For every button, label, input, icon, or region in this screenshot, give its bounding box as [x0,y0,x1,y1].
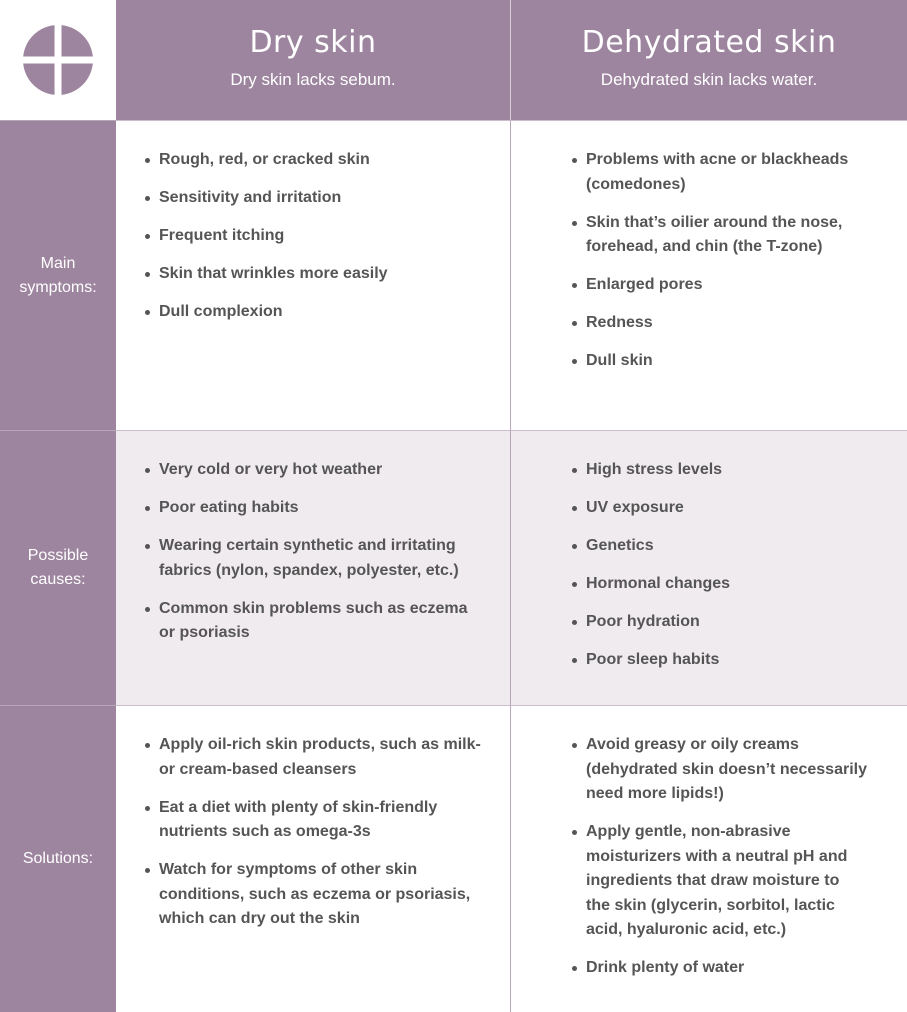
dry-symptoms-cell [116,120,511,430]
dry-causes-cell [116,430,511,705]
list-item: UV exposure [571,496,867,521]
circle-cross-icon [22,24,94,96]
list-item: Sensitivity and irritation [144,186,482,211]
list-item: Watch for symptoms of other skin conditions, such as eczema or psoriasis, which can dry out the skin [144,858,482,932]
list-item: Redness [571,311,867,336]
dehydrated-solutions-cell [511,705,907,1012]
list-item: Hormonal changes [571,572,867,597]
list-item: Genetics [571,534,867,559]
dry-solutions-cell [116,705,511,1012]
list-item: High stress levels [571,458,867,483]
list-item: Apply oil-rich skin products, such as milk- or cream-based cleansers [144,733,482,782]
row-label-possible-causes [0,430,116,705]
row-label-main-symptoms [0,120,116,430]
row-label-text: Possible causes: [27,547,89,588]
row-label-solutions [0,705,116,1012]
row-label-text: Main symptoms: [19,254,97,296]
dehydrated-causes-list [571,458,867,686]
dry-skin-title: Dry skin [249,25,377,60]
list-item: Poor sleep habits [571,648,867,673]
list-item: Very cold or very hot weather [144,458,482,483]
list-item: Common skin problems such as eczema or psoriasis [144,597,482,646]
dehydrated-skin-title: Dehydrated skin [581,25,837,60]
list-item: Apply gentle, non-abrasive moisturizers with a neutral pH and ingredients that draw moisture to the skin (glycerin, sorbitol, lactic acid, hyaluronic acid, etc.) [571,820,867,943]
logo-cell [0,0,116,120]
dehydrated-solutions-list [571,733,867,994]
dry-symptoms-list [144,148,482,338]
list-item: Drink plenty of water [571,956,867,981]
list-item: Dull skin [571,349,867,374]
dry-causes-list [144,458,482,659]
header-dehydrated-skin [511,0,907,120]
dehydrated-causes-cell [511,430,907,705]
dry-solutions-list [144,733,482,945]
dehydrated-skin-subtitle: Dehydrated skin lacks water. [600,70,818,89]
list-item: Frequent itching [144,224,482,249]
list-item: Poor eating habits [144,496,482,521]
row-label-text: Solutions: [22,850,94,867]
list-item: Wearing certain synthetic and irritating fabrics (nylon, spandex, polyester, etc.) [144,534,482,583]
dehydrated-symptoms-cell [511,120,907,430]
dehydrated-symptoms-list [571,148,867,387]
list-item: Avoid greasy or oily creams (dehydrated skin doesn’t necessarily need more lipids!) [571,733,867,807]
list-item: Poor hydration [571,610,867,635]
list-item: Problems with acne or blackheads (comedones) [571,148,867,197]
list-item: Eat a diet with plenty of skin-friendly nutrients such as omega-3s [144,796,482,845]
list-item: Skin that wrinkles more easily [144,262,482,287]
header-dry-skin [116,0,511,120]
list-item: Rough, red, or cracked skin [144,148,482,173]
list-item: Skin that’s oilier around the nose, forehead, and chin (the T-zone) [571,211,867,260]
list-item: Dull complexion [144,300,482,325]
dry-skin-subtitle: Dry skin lacks sebum. [230,70,396,89]
list-item: Enlarged pores [571,273,867,298]
